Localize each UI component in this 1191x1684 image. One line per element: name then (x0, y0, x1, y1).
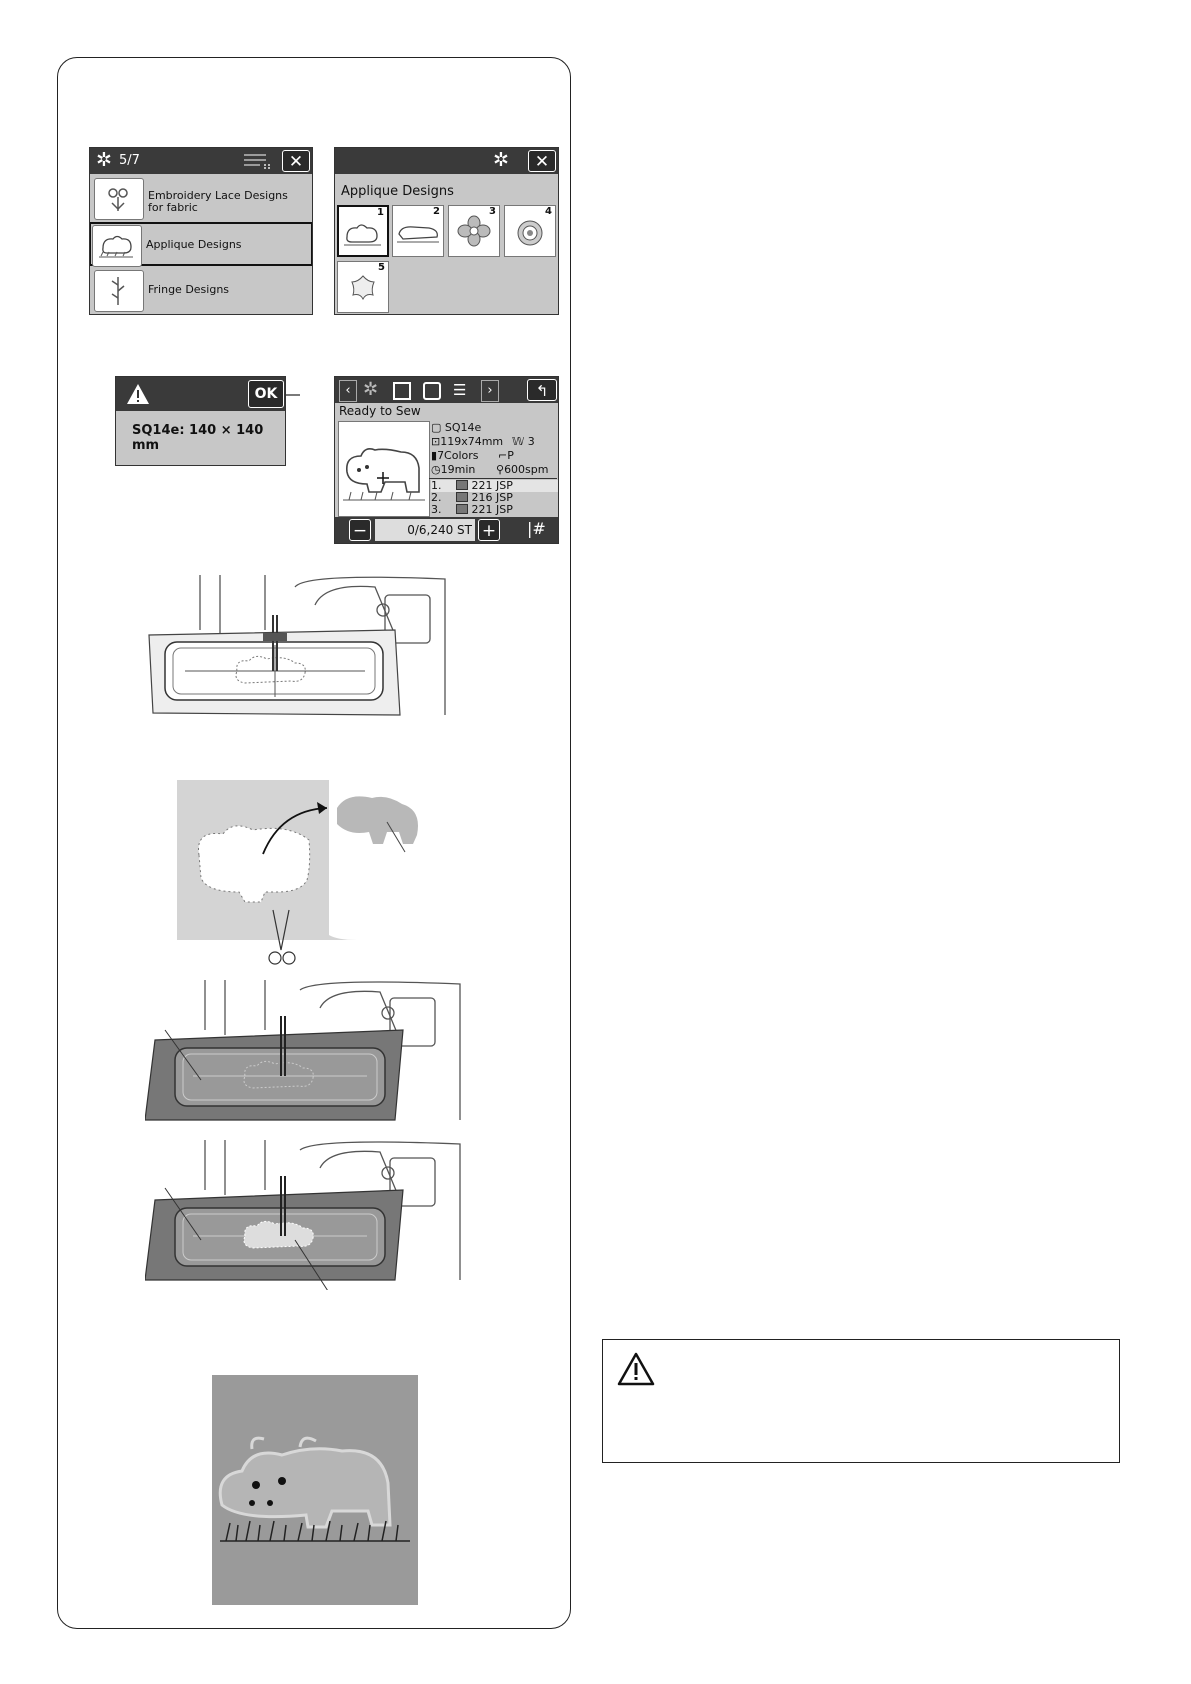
design-cell-5[interactable] (337, 261, 389, 313)
next-icon[interactable]: › (481, 380, 499, 402)
close-button[interactable]: ✕ (282, 150, 310, 172)
thread-code: 221 (471, 479, 493, 492)
speed-info: ⚲600spm (496, 463, 549, 476)
lace-design-icon (94, 178, 144, 220)
color-icon[interactable]: ✲ (363, 379, 379, 400)
cut-out-applique-illustration (177, 780, 467, 975)
rose-design-icon (505, 206, 555, 256)
thread-brand: JSP (496, 479, 513, 492)
sew-toolbar (335, 377, 558, 403)
caution-box (602, 1339, 1120, 1463)
design-number: 2 (433, 206, 440, 217)
applique-title-bar (335, 148, 558, 174)
tension-value: 3 (527, 435, 535, 448)
category-screen (89, 147, 313, 315)
page-indicator: 5/7 (119, 153, 140, 168)
thread-code: 221 (471, 503, 493, 516)
thread-swatch (456, 480, 468, 490)
category-item-applique[interactable] (89, 222, 313, 266)
foot-value: P (507, 449, 514, 462)
hoop-value: SQ14e (444, 421, 482, 434)
size-value: 119x74mm (440, 435, 504, 448)
thread-number: 3. (431, 503, 442, 516)
thread-number: 2. (431, 491, 442, 504)
design-number: 3 (489, 206, 496, 217)
thread-number: 1. (431, 479, 442, 492)
caution-icon (617, 1352, 655, 1386)
stitch-bar (335, 517, 558, 543)
previous-icon[interactable]: ‹ (339, 380, 357, 402)
thread-row[interactable] (431, 504, 559, 516)
time-value: 19min (440, 463, 476, 476)
thread-swatch (456, 492, 468, 502)
fringe-design-icon (94, 270, 144, 312)
ok-callout-line (286, 385, 302, 405)
design-cell-1[interactable] (337, 205, 389, 257)
category-title-bar (90, 148, 312, 174)
time-info: ◷19min (431, 463, 476, 476)
hoop-size-message: SQ14e: 140 × 140 mm (132, 423, 264, 453)
design-cell-4[interactable] (504, 205, 556, 257)
confirm-title-bar (116, 377, 285, 411)
hippo-design-icon (339, 207, 387, 255)
hoop-confirm-screen (115, 376, 286, 466)
status-label: Ready to Sew (339, 404, 421, 418)
design-number: 4 (545, 206, 552, 217)
applique-designs-screen (334, 147, 559, 315)
thread-code: 216 (471, 491, 493, 504)
ok-button[interactable]: OK (248, 380, 284, 408)
hippo-design-icon (92, 225, 142, 267)
ready-to-sew-screen (334, 376, 559, 544)
list-view-icon[interactable] (244, 152, 274, 170)
category-item-fringe[interactable] (92, 268, 310, 312)
thread-swatch (456, 504, 468, 514)
edit-frame-icon[interactable] (393, 382, 411, 400)
design-cell-3[interactable] (448, 205, 500, 257)
flower-icon[interactable]: ✲ (493, 149, 509, 171)
trace-icon[interactable] (423, 382, 441, 400)
applique-positioned-illustration (145, 1140, 475, 1290)
category-label-fringe: Fringe Designs (148, 283, 230, 296)
colors-value: 7Colors (437, 449, 479, 462)
design-cell-2[interactable] (392, 205, 444, 257)
fabric-on-hoop-illustration (145, 980, 475, 1130)
hoop-info: ▢ SQ14e (431, 421, 482, 434)
thread-brand: JSP (496, 491, 513, 504)
stitch-count: 0/6,240 ST (375, 519, 475, 541)
design-number: 5 (378, 262, 385, 273)
size-info: ⊡119x74mm (431, 435, 504, 448)
foot-info: ⌐P (498, 449, 514, 462)
category-label-applique: Applique Designs (146, 238, 242, 251)
stitch-plus-button[interactable]: + (478, 519, 500, 541)
warning-icon (126, 383, 150, 405)
category-item-lace[interactable] (92, 176, 310, 220)
design-number: 1 (377, 207, 384, 218)
category-label-line2: for fabric (148, 201, 198, 214)
colors-info: ▮7Colors (431, 449, 479, 462)
speed-value: 600spm (504, 463, 549, 476)
stitch-minus-button[interactable]: − (349, 519, 371, 541)
small-flower-design-icon (338, 262, 388, 312)
design-preview (338, 421, 430, 517)
tension-info: 𝕎 3 (512, 435, 535, 448)
close-button[interactable]: ✕ (528, 150, 556, 172)
flower-icon: ✲ (96, 149, 112, 171)
category-label-lace (148, 190, 288, 214)
applique-designs-title: Applique Designs (341, 184, 454, 199)
list-icon[interactable]: ☰ (453, 381, 467, 399)
hippo-preview-icon (339, 422, 429, 516)
stitch-jump-button[interactable]: |# (527, 519, 546, 538)
thread-brand: JSP (496, 503, 513, 516)
back-button[interactable]: ↰ (527, 379, 557, 401)
category-label-line1: Embroidery Lace Designs (148, 189, 288, 202)
pig-design-icon (393, 206, 443, 256)
thread-list (429, 478, 557, 515)
hoop-placement-illustration (145, 575, 475, 725)
finished-embroidery-illustration (212, 1375, 418, 1605)
flower-design-icon (449, 206, 499, 256)
